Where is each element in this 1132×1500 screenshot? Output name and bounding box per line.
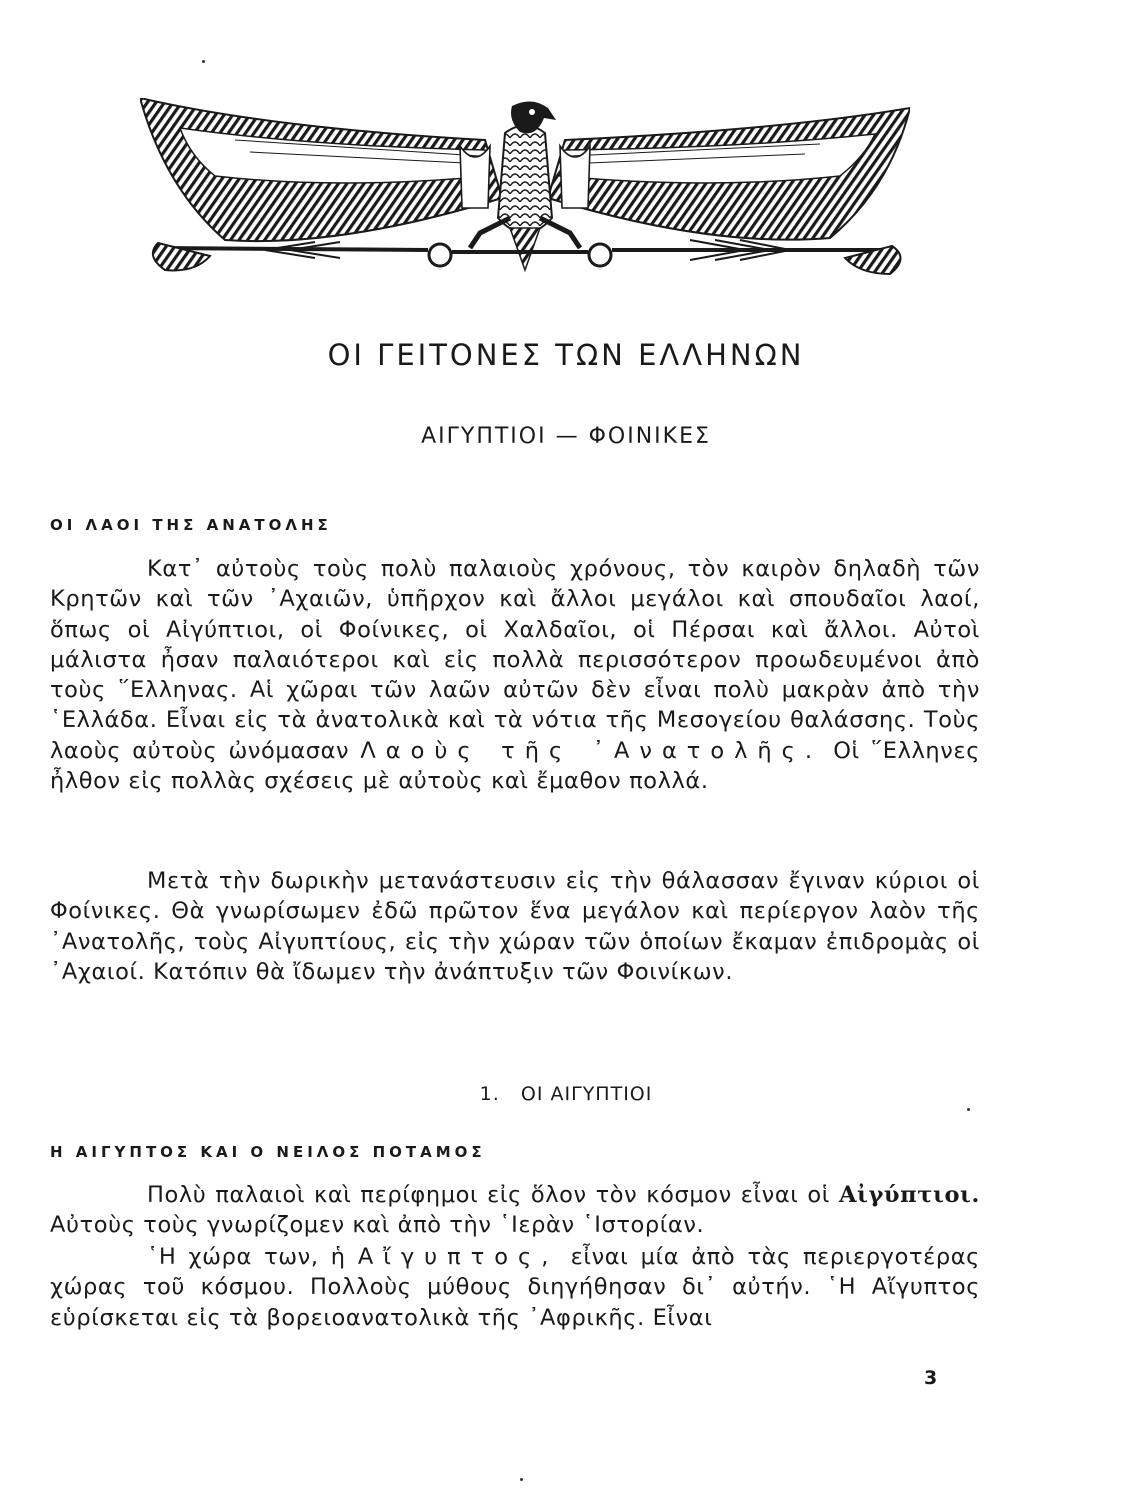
print-speck [967,1108,970,1111]
bold-term: Αἰγύπτιοι. [838,1182,980,1208]
print-speck [202,60,205,63]
section-title-egyptians [0,1083,1132,1105]
paragraph-text: Μετὰ τὴν δωρικὴν μετανάστευσιν εἰς τὴν θάλασσαν ἔγιναν κύριοι οἱ Φοίνικες. Θὰ γνωρίσωμεν ἐδῶ πρῶτον ἕνα μεγάλον καὶ περίεργον λαὸν τῆς ᾽Ανατολῆς, τοὺς Αἰγυπτίους, εἰς τὴν χώραν τῶν ὁποίων ἔκαμαν ἐπιδρομὰς οἱ ᾽Αχαιοί. Κατόπιν θὰ ἴδωμεν τὴν ἀνάπτυξιν τῶν Φοινίκων. [50,868,980,985]
paragraph-text: Κατ᾽ αὐτοὺς τοὺς πολὺ παλαιοὺς χρόνους, τὸν καιρὸν δηλαδὴ τῶν Κρητῶν καὶ τῶν ᾽Αχαιῶν, ὑπῆρχον καὶ ἄλλοι μεγάλοι καὶ σπουδαῖοι λαοί, ὅπως οἱ Αἰγύπτιοι, οἱ Φοίνικες, οἱ Χαλδαῖοι, οἱ Πέρσαι καὶ ἄλλοι. Αὐτοὶ μάλιστα ἦσαν παλαιότεροι καὶ εἰς πολλὰ περισσότερον προωδευμένοι ἀπὸ τοὺς ῞Ελληνας. Αἱ χῶραι τῶν λαῶν αὐτῶν δὲν εἶναι πολὺ μακρὰν ἀπὸ τὴν ῾Ελλάδα. Εἶναι εἰς τὰ ἀνατολικὰ καὶ τὰ νότια τῆς Μεσογείου θαλάσσης. Τοὺς λαοὺς αὐτοὺς ὠνόμασαν [50,556,980,764]
paragraph-nile-1 [50,1180,980,1241]
emphasized-phrase: Αἴγυπτος, [357,1244,559,1270]
paragraph-east-peoples-1 [50,554,980,796]
chapter-subtitle: ΑΙΓΥΠΤΙΟΙ — ΦΟΙΝΙΚΕΣ [421,424,711,449]
page-number: 3 [924,1367,938,1389]
section-heading-east-peoples: ΟΙ ΛΑΟΙ ΤΗΣ ΑΝΑΤΟΛΗΣ [50,516,332,534]
paragraph-text: Αὐτοὺς τοὺς γνωρίζομεν καὶ ἀπὸ τὴν ῾Ιερὰν ῾Ιστορίαν. [50,1212,705,1239]
paragraph-text: εἶναι μία ἀπὸ τὰς περιεργοτέρας χώρας τοῦ κόσμου. Πολλοὺς μύθους διηγήθησαν δι᾽ αὐτήν. ῾Η Αἴγυπτος εὑρίσκεται εἰς τὰ βορειοανατολικὰ τῆς ᾽Αφρικῆς. Εἶναι [50,1244,980,1331]
print-speck [520,1478,523,1481]
paragraph-east-peoples-2 [50,866,980,987]
section-number: 1. [479,1083,500,1105]
emphasized-phrase: Λαοὺς τῆς ᾽Ανατολῆς. [360,737,823,764]
paragraph-text: Πολὺ παλαιοὶ καὶ περίφημοι εἰς ὅλον τὸν κόσμον εἶναι οἱ [147,1182,830,1208]
paragraph-text: ῾Η χώρα των, ἡ [147,1244,346,1270]
paragraph-nile-2 [50,1242,980,1333]
winged-vulture-icon [140,98,910,288]
section-heading-nile: Η ΑΙΓΥΠΤΟΣ ΚΑΙ Ο ΝΕΙΛΟΣ ΠΟΤΑΜΟΣ [50,1143,486,1161]
paragraph-text: Οἱ ῞Ελληνες ἦλθον εἰς πολλὰς σχέσεις μὲ αὐτοὺς καὶ ἔμαθον πολλά. [50,737,980,795]
chapter-title: ΟΙ ΓΕΙΤΟΝΕΣ ΤΩΝ ΕΛΛΗΝΩΝ [327,338,805,372]
section-title-text: ΟΙ ΑΙΓΥΠΤΙΟΙ [520,1083,653,1105]
